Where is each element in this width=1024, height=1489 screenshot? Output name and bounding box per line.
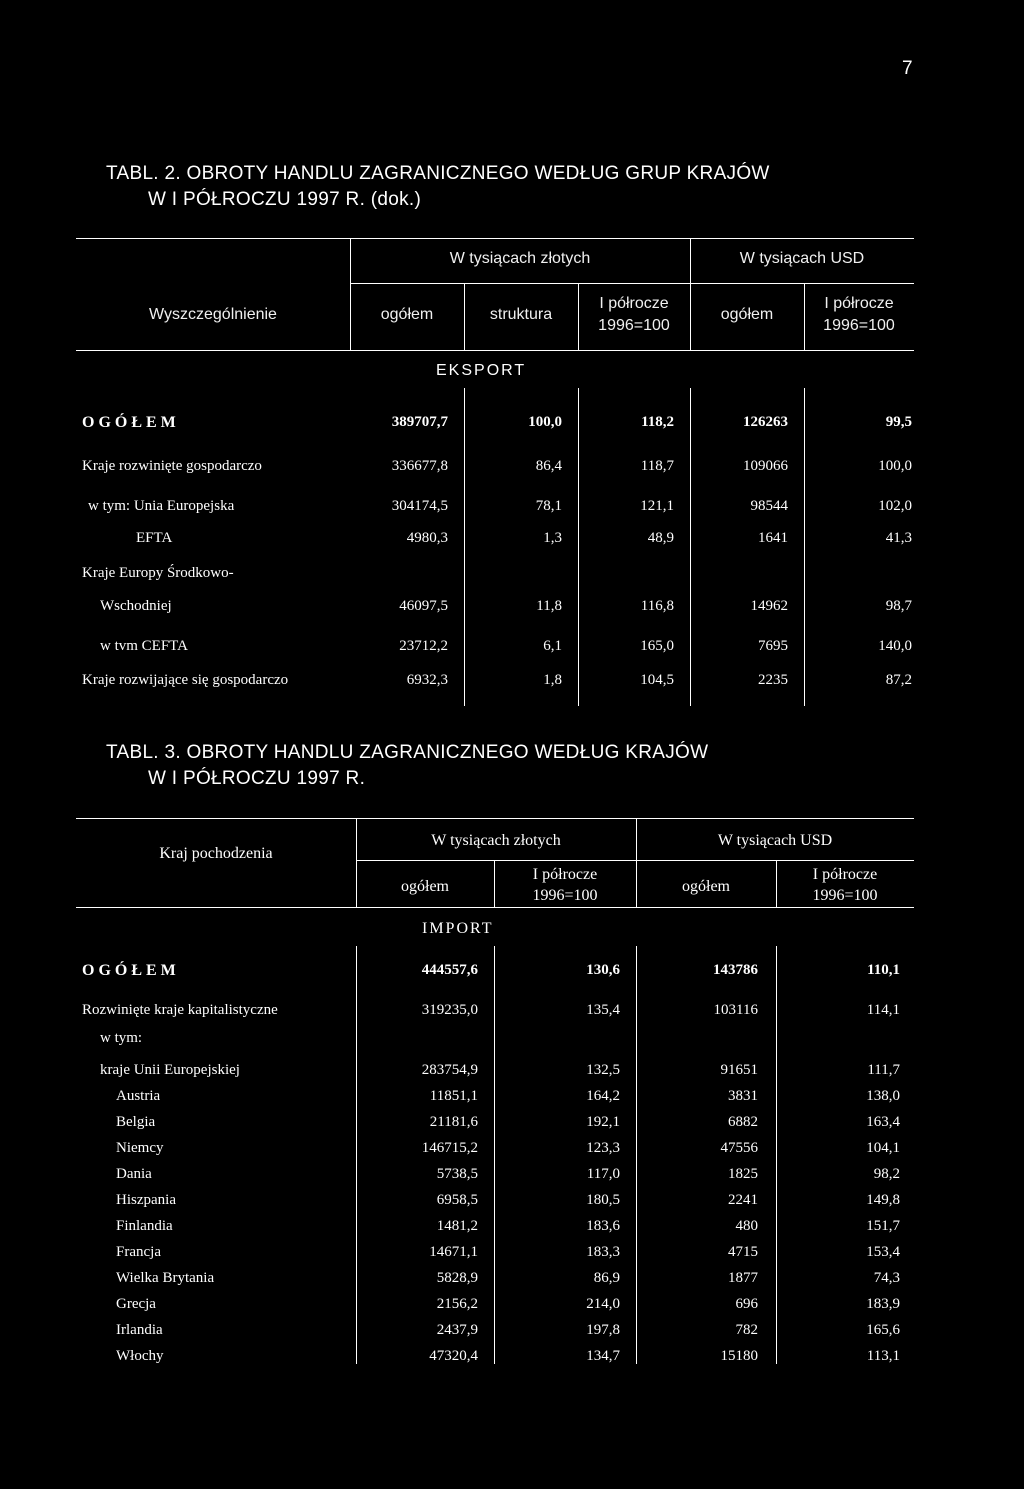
- table-cell: 336677,8: [391, 458, 448, 474]
- table3-title-line2: W I PÓŁROCZU 1997 R.: [148, 768, 366, 789]
- table-row-label: Belgia: [116, 1114, 156, 1130]
- table2-label-header: Wyszczególnienie: [149, 306, 277, 323]
- table3-top-rule: [76, 818, 914, 819]
- table-cell: 5738,5: [436, 1166, 478, 1182]
- table-cell: 180,5: [586, 1192, 620, 1208]
- table-cell: 151,7: [866, 1218, 900, 1234]
- table-cell: 165,0: [640, 638, 674, 654]
- table-cell: 47320,4: [429, 1348, 478, 1364]
- table-cell: 118,7: [640, 458, 674, 474]
- table-cell: 140,0: [878, 638, 912, 654]
- table-cell: 100,0: [528, 414, 562, 430]
- table-cell: 1,8: [543, 672, 562, 688]
- table-cell: 110,1: [867, 962, 900, 978]
- table3-usd-group-header: W tysiącach USD: [717, 832, 833, 849]
- table-row-label: EFTA: [136, 530, 173, 546]
- table-cell: 114,1: [866, 1002, 900, 1018]
- table3-header-bottom-rule: [76, 907, 914, 908]
- table-cell: 1481,2: [436, 1218, 478, 1234]
- table-cell: 91651: [720, 1062, 758, 1078]
- table-cell: 11851,1: [429, 1088, 478, 1104]
- table-cell: 123,3: [586, 1140, 620, 1156]
- table-cell: 6,1: [543, 638, 562, 654]
- table2-column-divider: [690, 388, 691, 706]
- table-cell: 183,6: [586, 1218, 620, 1234]
- table-row-label: Austria: [116, 1088, 161, 1104]
- table3-title-line1: TABL. 3. OBROTY HANDLU ZAGRANICZNEGO WEDŁUG KRAJÓW: [106, 742, 709, 763]
- table-row-label: Kraje rozwijające się gospodarczo: [82, 672, 289, 688]
- table-row-label: w tvm CEFTA: [100, 638, 188, 654]
- table-cell: 3831: [728, 1088, 758, 1104]
- page-number: 7: [902, 58, 913, 79]
- table2-column-divider: [804, 388, 805, 706]
- table-cell: 104,5: [640, 672, 674, 688]
- table-row-label: O G Ó Ł E M: [82, 414, 176, 431]
- table3-pln-index-header: 1996=100: [532, 887, 598, 904]
- table-cell: 78,1: [535, 498, 562, 514]
- table-cell: 2241: [728, 1192, 758, 1208]
- table-cell: 2437,9: [436, 1322, 478, 1338]
- table-cell: 149,8: [866, 1192, 900, 1208]
- table-cell: 14671,1: [429, 1244, 478, 1260]
- table-cell: 696: [735, 1296, 758, 1312]
- table-cell: 6932,3: [406, 672, 448, 688]
- table3-usd-total-header: ogółem: [682, 878, 730, 895]
- table2-header-bottom-rule: [76, 350, 914, 351]
- table-row-label: Grecja: [116, 1296, 156, 1312]
- table-row-label: Kraje rozwinięte gospodarczo: [82, 458, 262, 474]
- table-cell: 5828,9: [436, 1270, 478, 1286]
- table-cell: 7695: [758, 638, 788, 654]
- table-cell: 15180: [720, 1348, 758, 1364]
- table-cell: 14962: [750, 598, 788, 614]
- table-cell: 126263: [743, 414, 788, 430]
- table-row-label: Dania: [116, 1166, 152, 1182]
- table3-usd-index-header: I półrocze: [812, 866, 878, 883]
- table2-usd-index-header: I półrocze: [824, 295, 894, 312]
- table2-pln-index-header: 1996=100: [598, 317, 670, 334]
- table-row-label: Francja: [116, 1244, 161, 1260]
- table-cell: 389707,7: [391, 414, 448, 430]
- table2-usd-index-header: 1996=100: [823, 317, 895, 334]
- table-cell: 146715,2: [421, 1140, 478, 1156]
- table-cell: 86,9: [593, 1270, 620, 1286]
- table2-pln-group-header: W tysiącach złotych: [449, 250, 591, 267]
- table-cell: 163,4: [866, 1114, 900, 1130]
- table-row-label: kraje Unii Europejskiej: [100, 1062, 240, 1078]
- table-cell: 134,7: [586, 1348, 620, 1364]
- table-cell: 480: [735, 1218, 758, 1234]
- table-row-label: O G Ó Ł E M: [82, 962, 176, 979]
- table-cell: 74,3: [873, 1270, 900, 1286]
- table-cell: 138,0: [866, 1088, 900, 1104]
- table-row-label: w tym: Unia Europejska: [88, 498, 235, 514]
- table-cell: 47556: [720, 1140, 758, 1156]
- table-cell: 46097,5: [399, 598, 448, 614]
- table-row-label: w tym:: [100, 1030, 143, 1046]
- table3-section-label: IMPORT: [422, 920, 494, 937]
- table-cell: 6882: [728, 1114, 758, 1130]
- table-cell: 197,8: [586, 1322, 620, 1338]
- table-cell: 23712,2: [399, 638, 448, 654]
- table-cell: 183,9: [866, 1296, 900, 1312]
- table-cell: 2156,2: [436, 1296, 478, 1312]
- table-cell: 1,3: [543, 530, 562, 546]
- table-cell: 283754,9: [421, 1062, 478, 1078]
- table-cell: 1825: [728, 1166, 758, 1182]
- table-cell: 130,6: [586, 962, 620, 978]
- table-cell: 113,1: [866, 1348, 900, 1364]
- table-cell: 11,8: [536, 598, 562, 614]
- table-cell: 319235,0: [421, 1002, 478, 1018]
- table2-title-line2: W I PÓŁROCZU 1997 R. (dok.): [148, 189, 422, 210]
- table-cell: 444557,6: [421, 962, 478, 978]
- table2-usd-group-header: W tysiącach USD: [739, 250, 865, 267]
- table-cell: 782: [735, 1322, 758, 1338]
- table-cell: 116,8: [640, 598, 674, 614]
- table-cell: 192,1: [586, 1114, 620, 1130]
- table2-group-rule: [350, 283, 914, 284]
- table-row-label: Wielka Brytania: [116, 1270, 215, 1286]
- table-cell: 183,3: [586, 1244, 620, 1260]
- table2-pln-total-header: ogółem: [380, 306, 434, 323]
- table-cell: 104,1: [866, 1140, 900, 1156]
- table-cell: 86,4: [535, 458, 562, 474]
- table-cell: 109066: [743, 458, 788, 474]
- table-cell: 111,7: [867, 1062, 900, 1078]
- table2-section-label: EKSPORT: [436, 362, 527, 379]
- table-row-label: Irlandia: [116, 1322, 163, 1338]
- table-cell: 6958,5: [436, 1192, 478, 1208]
- table-cell: 102,0: [878, 498, 912, 514]
- table-cell: 103116: [713, 1002, 758, 1018]
- table-cell: 117,0: [586, 1166, 620, 1182]
- table2-column-divider: [578, 388, 579, 706]
- table-cell: 143786: [713, 962, 758, 978]
- table-cell: 99,5: [885, 414, 912, 430]
- table2-pln-index-header: I półrocze: [599, 295, 669, 312]
- table-row-label: Hiszpania: [116, 1192, 176, 1208]
- table2-pln-structure-header: struktura: [489, 306, 553, 323]
- table3-pln-total-header: ogółem: [401, 878, 449, 895]
- table-cell: 121,1: [640, 498, 674, 514]
- table-row-label: Kraje Europy Środkowo-: [82, 565, 234, 581]
- table-cell: 98,2: [873, 1166, 900, 1182]
- table2-title-line1: TABL. 2. OBROTY HANDLU ZAGRANICZNEGO WEDŁUG GRUP KRAJÓW: [106, 163, 770, 184]
- table-cell: 135,4: [586, 1002, 620, 1018]
- table-cell: 1641: [758, 530, 788, 546]
- table-cell: 118,2: [641, 414, 674, 430]
- table3-label-header: Kraj pochodzenia: [159, 845, 273, 862]
- table-row-label: Rozwinięte kraje kapitalistyczne: [82, 1002, 278, 1018]
- table-cell: 164,2: [586, 1088, 620, 1104]
- table-cell: 153,4: [866, 1244, 900, 1260]
- table-cell: 100,0: [878, 458, 912, 474]
- table-cell: 48,9: [647, 530, 674, 546]
- table-cell: 21181,6: [429, 1114, 478, 1130]
- table3-pln-index-header: I półrocze: [532, 866, 598, 883]
- table-row-label: Finlandia: [116, 1218, 173, 1234]
- table-cell: 1877: [728, 1270, 758, 1286]
- table-cell: 4715: [728, 1244, 758, 1260]
- table-cell: 304174,5: [391, 498, 448, 514]
- table-cell: 4980,3: [406, 530, 448, 546]
- table-cell: 214,0: [586, 1296, 620, 1312]
- table-cell: 132,5: [586, 1062, 620, 1078]
- table-row-label: Niemcy: [116, 1140, 164, 1156]
- table-cell: 98544: [750, 498, 788, 514]
- table-cell: 41,3: [885, 530, 912, 546]
- table-cell: 87,2: [885, 672, 912, 688]
- table-cell: 165,6: [866, 1322, 900, 1338]
- table3-group-rule: [356, 860, 914, 861]
- table2-top-rule: [76, 238, 914, 239]
- table-cell: 98,7: [885, 598, 912, 614]
- table2-column-divider: [464, 388, 465, 706]
- table-cell: 2235: [758, 672, 788, 688]
- table2-usd-total-header: ogółem: [720, 306, 774, 323]
- table3-usd-index-header: 1996=100: [812, 887, 878, 904]
- table-row-label: Wschodniej: [100, 598, 172, 614]
- table-row-label: Włochy: [116, 1348, 164, 1364]
- table3-pln-group-header: W tysiącach złotych: [431, 832, 561, 849]
